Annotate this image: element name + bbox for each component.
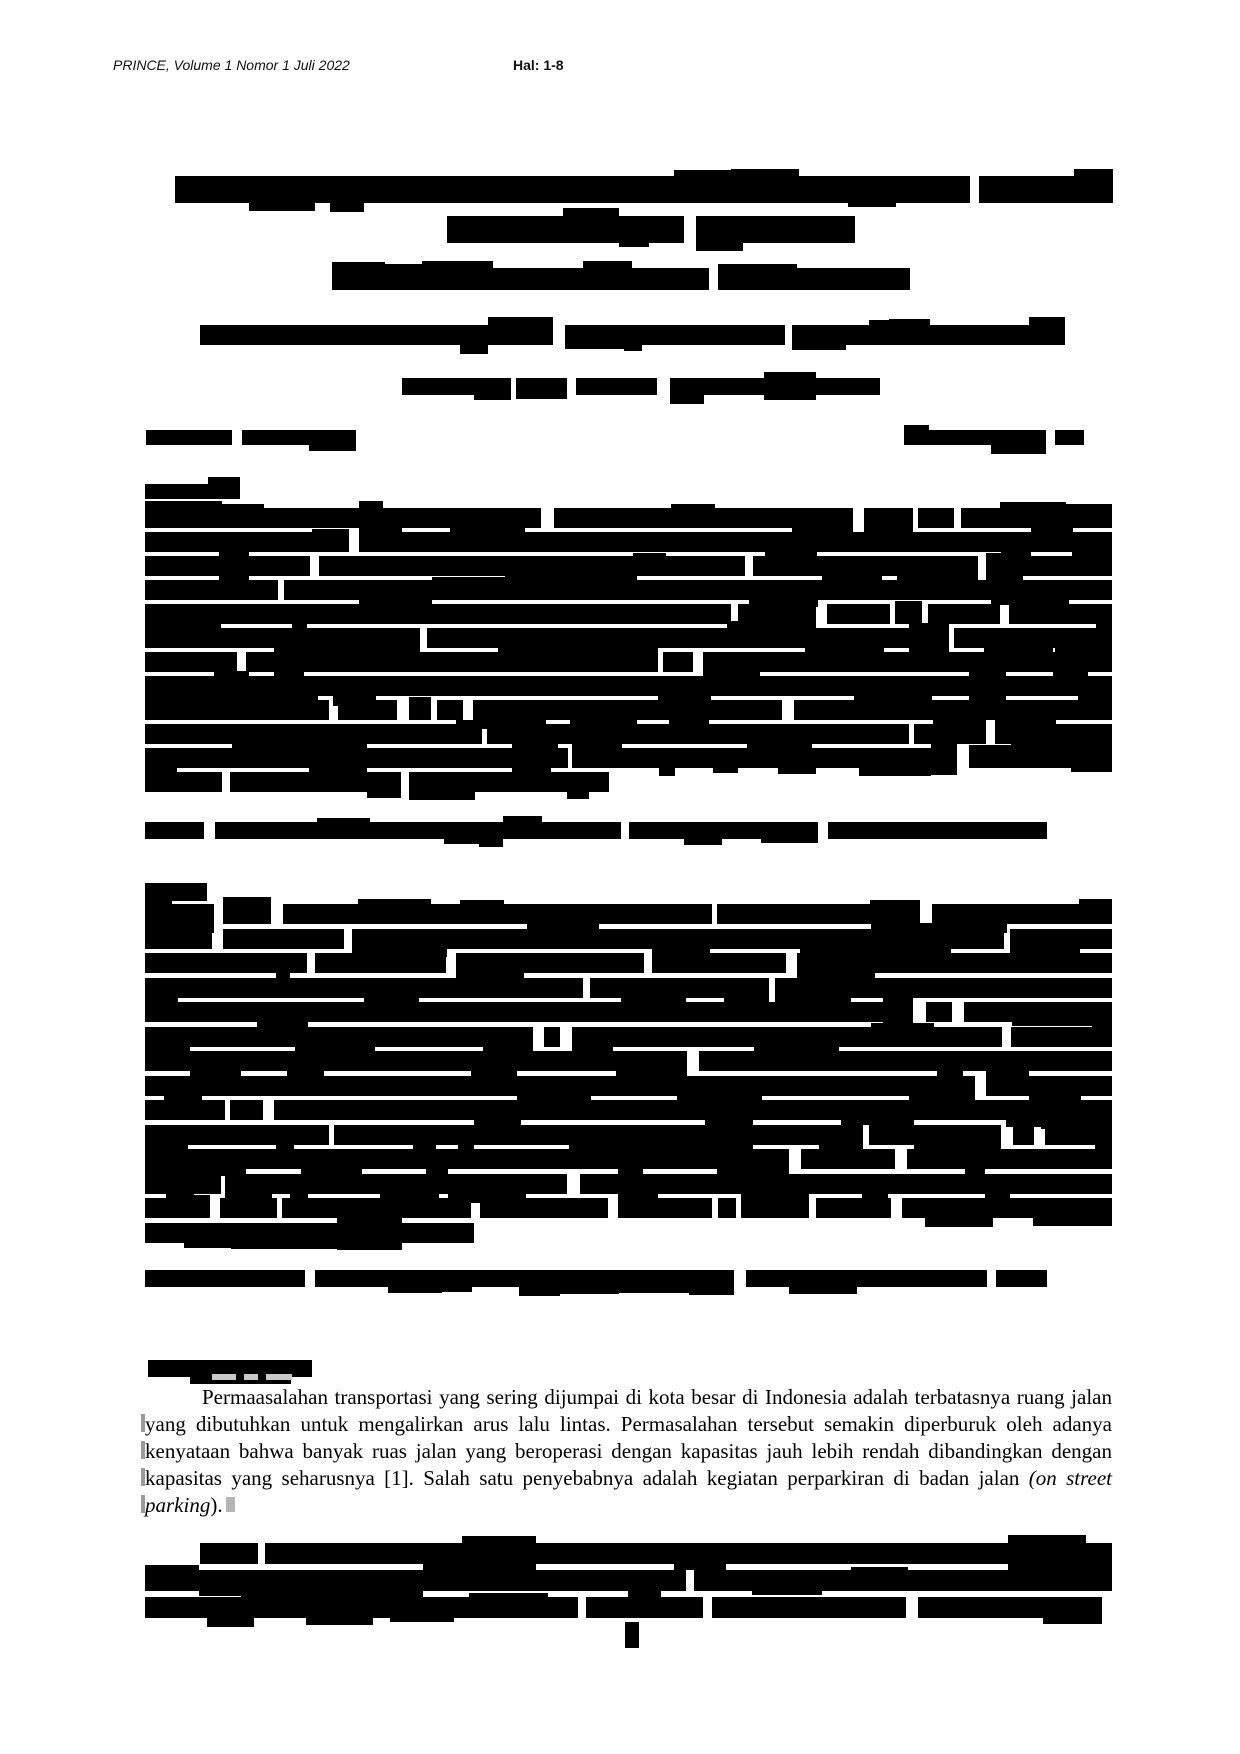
- redacted-kata-kunci-line: [145, 1270, 1047, 1287]
- redacted-abstrak-id-body: [145, 904, 1112, 1250]
- page-range-header: Hal: 1-8: [513, 57, 564, 73]
- redacted-abstract-en-heading: [145, 484, 240, 499]
- redaction-residue-dash: [266, 1374, 292, 1380]
- intro-paragraph-text: Permaasalahan transportasi yang sering dijumpai di kota besar di Indonesia adalah terbatasnya ruang jalan yang dibutuhkan untuk mengalirkan arus lalu lintas. Permasalahan tersebut semakin diperburuk oleh adanya kenyataan bahwa banyak ruas jalan yang beroperasi dengan kapasitas jauh lebih rendah dibandingkan dengan kapasitas yang seharusnya [1]. Salah satu penyebabnya adalah kegiatan perparkiran di badan jalan: [145, 1385, 1112, 1490]
- intro-paragraph: [145, 1384, 1112, 1519]
- redacted-hanging-character: [625, 1622, 639, 1648]
- journal-header: PRINCE, Volume 1 Nomor 1 Juli 2022: [113, 57, 350, 73]
- redacted-authors-line: [332, 268, 910, 290]
- redacted-title-line-2: [447, 216, 855, 243]
- redacted-intro-paragraph-2: [145, 1543, 1112, 1625]
- redaction-residue-dash: [212, 1374, 236, 1380]
- redacted-affiliation-line: [200, 325, 1065, 345]
- redacted-article-history-right: [904, 430, 1084, 445]
- redacted-title-line-1: [175, 176, 1113, 203]
- redaction-residue-dash: [244, 1374, 258, 1380]
- redacted-article-history-left: [146, 430, 356, 445]
- left-margin-residue-tick: [141, 1414, 145, 1432]
- redacted-email-line: [402, 378, 880, 395]
- redaction-residue-mark: [226, 1497, 235, 1512]
- redacted-keywords-en-line: [145, 822, 1047, 839]
- intro-paragraph-italic-phrase: (on street parking: [145, 1466, 1112, 1517]
- left-margin-residue-tick: [141, 1495, 145, 1513]
- left-margin-residue-tick: [141, 1441, 145, 1459]
- redacted-abstrak-id-heading: [145, 883, 207, 897]
- left-margin-residue-tick: [141, 1468, 145, 1486]
- redacted-abstract-en-body: [145, 508, 1112, 800]
- intro-paragraph-text-end: ).: [210, 1493, 223, 1517]
